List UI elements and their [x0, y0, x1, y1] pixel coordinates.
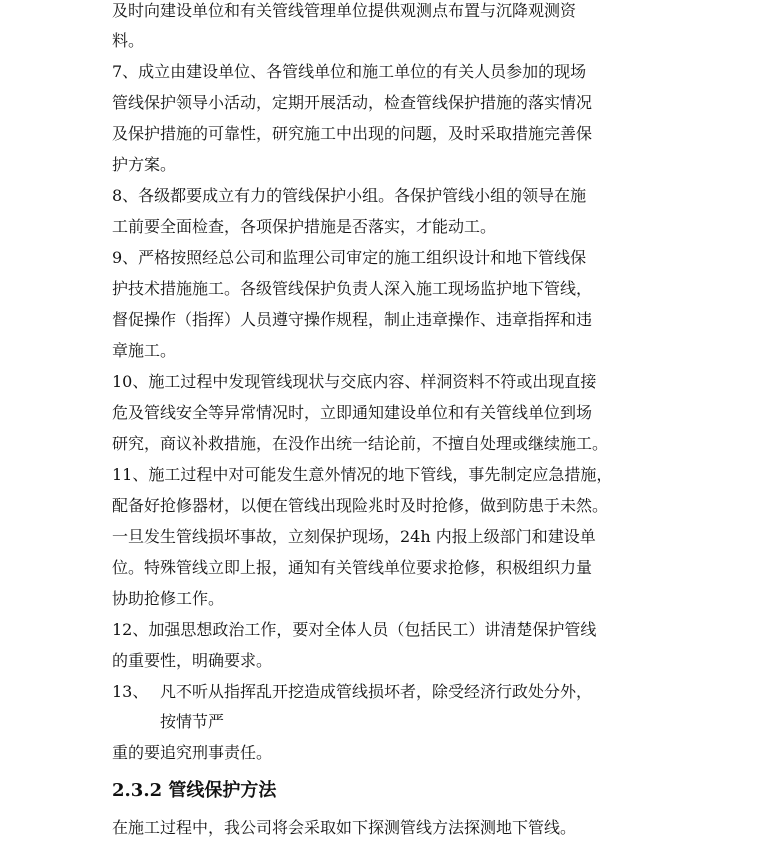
paragraph-line: 护方案。: [112, 155, 177, 174]
paragraph-line: 工前要全面检查，各项保护措施是否落实，才能动工。: [112, 217, 497, 236]
paragraph-line: 督促操作（指挥）人员遵守操作规程，制止违章操作、违章指挥和违: [112, 310, 593, 329]
closing-paragraph: 在施工过程中，我公司将会采取如下探测管线方法探测地下管线。: [112, 818, 577, 837]
paragraph-line: 一旦发生管线损坏事故，立刻保护现场，24h 内报上级部门和建设单: [112, 527, 596, 546]
paragraph-line: 8、各级都要成立有力的管线保护小组。各保护管线小组的领导在施: [112, 186, 587, 205]
item-13-number: 13、: [112, 682, 149, 701]
item-13-line-3: 重的要追究刑事责任。: [112, 743, 273, 762]
item-13-line-1: 凡不听从指挥乱开挖造成管线损坏者，除受经济行政处分外，: [160, 682, 593, 701]
section-heading: 2.3.2 管线保护方法: [112, 780, 277, 801]
paragraph-line: 协助抢修工作。: [112, 589, 225, 608]
paragraph-line: 章施工。: [112, 341, 177, 360]
paragraph-line: 料。: [112, 31, 145, 50]
paragraph-line: 的重要性，明确要求。: [112, 651, 273, 670]
paragraph-line: 位。特殊管线立即上报，通知有关管线单位要求抢修，积极组织力量: [112, 558, 593, 577]
paragraph-line: 及时向建设单位和有关管线管理单位提供观测点布置与沉降观测资: [112, 1, 577, 20]
paragraph-line: 研究，商议补救措施，在没作出统一结论前，不擅自处理或继续施工。: [112, 434, 609, 453]
paragraph-line: 危及管线安全等异常情况时，立即通知建设单位和有关管线单位到场: [112, 403, 593, 422]
paragraph-line: 7、成立由建设单位、各管线单位和施工单位的有关人员参加的现场: [112, 62, 587, 81]
paragraph-line: 管线保护领导小活动，定期开展活动，检查管线保护措施的落实情况: [112, 93, 593, 112]
paragraph-line: 配备好抢修器材，以便在管线出现险兆时及时抢修，做到防患于未然。: [112, 496, 609, 515]
paragraph-line: 11、施工过程中对可能发生意外情况的地下管线，事先制定应急措施，: [112, 465, 613, 484]
item-13-line-2: 按情节严: [160, 712, 225, 731]
paragraph-line: 10、施工过程中发现管线现状与交底内容、样洞资料不符或出现直接: [112, 372, 597, 391]
paragraph-line: 护技术措施施工。各级管线保护负责人深入施工现场监护地下管线，: [112, 279, 593, 298]
paragraph-line: 9、严格按照经总公司和监理公司审定的施工组织设计和地下管线保: [112, 248, 587, 267]
paragraph-line: 及保护措施的可靠性，研究施工中出现的问题，及时采取措施完善保: [112, 124, 593, 143]
paragraph-line: 12、加强思想政治工作，要对全体人员（包括民工）讲清楚保护管线: [112, 620, 597, 639]
